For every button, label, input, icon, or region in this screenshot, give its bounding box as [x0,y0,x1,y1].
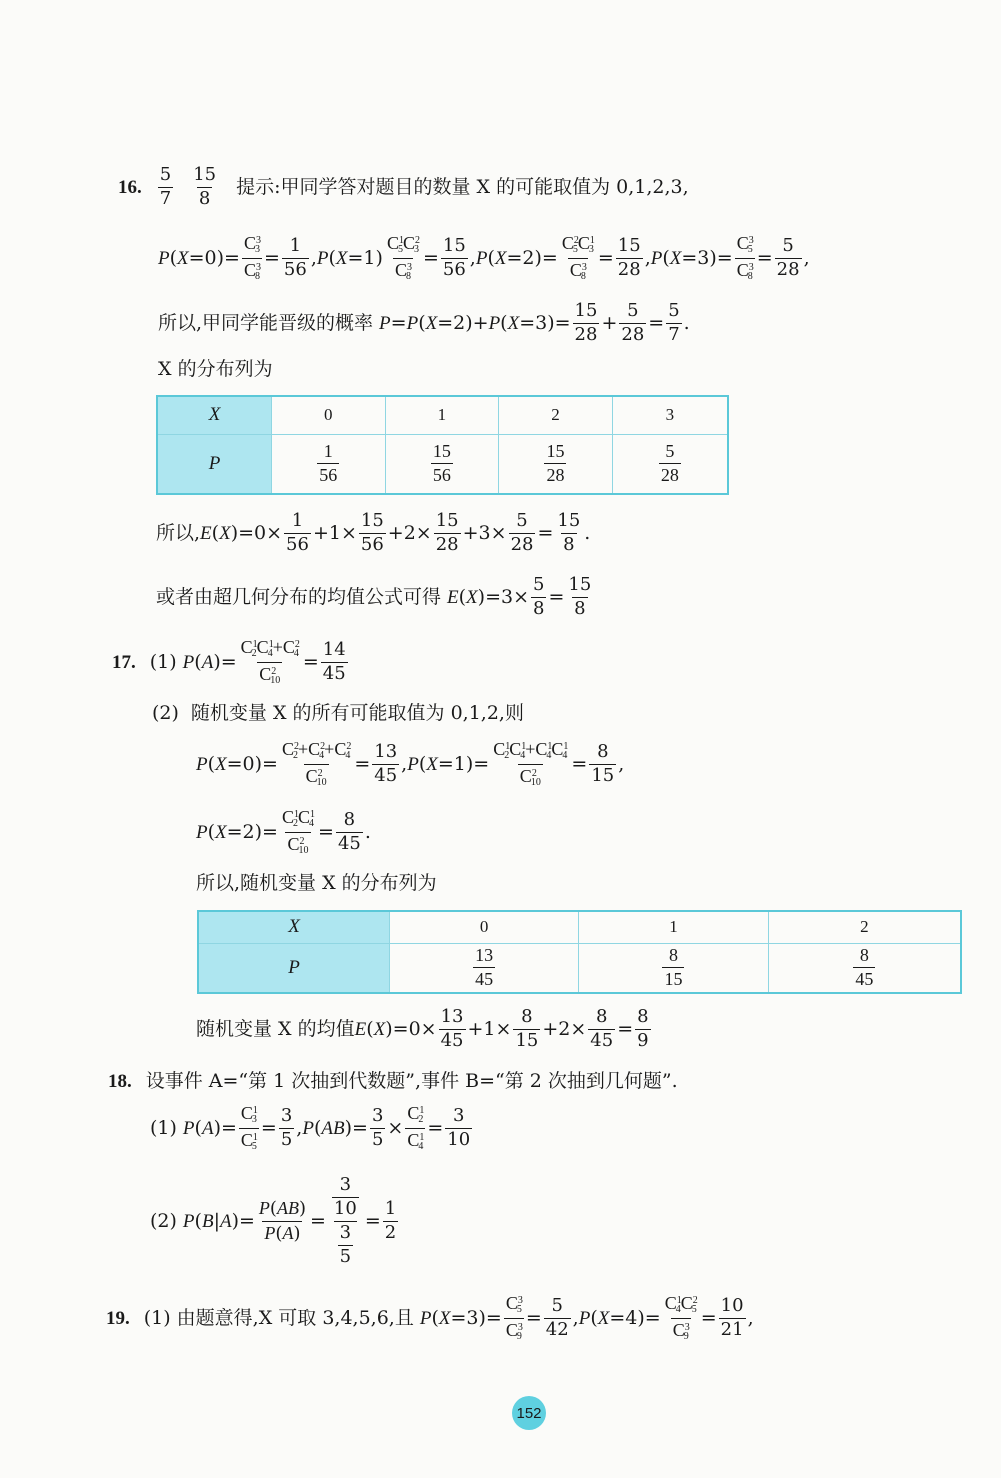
table-cell: 1 [579,911,768,943]
table-header-x: X [198,911,390,943]
hint-text: 提示:甲同学答对题目的数量 X 的可能取值为 0,1,2,3, [236,175,689,198]
q17-dist-intro: 所以,随机变量 X 的分布列为 [196,872,437,894]
table-cell: $\frac{15}{56}$ [385,434,499,494]
q17-distribution-table [197,910,962,994]
table-cell: 2 [499,396,613,434]
q16-expectation: 所以, E ( X )=0× $\frac{1}{56}$ +1× $\frac{15}{56}$ +2× $\frac{15}{28}$ +3× $\frac{5}{28}$ = $\frac{15}{8}$ . [156,510,591,555]
q16-dist-intro: X 的分布列为 [158,358,273,380]
table-cell: $\frac{1}{56}$ [272,434,386,494]
q16-answer-line [118,166,689,209]
table-cell: $\frac{13}{45}$ [390,943,579,993]
q16-advance-probability: 所以,甲同学能晋级的概率 P = P ( X =2)+ P ( X =3)= $\frac{15}{28}$ + $\frac{5}{28}$ = $\frac{5}{7}$ . [158,300,690,345]
table-header-p: P [157,434,272,494]
table-header-x: X [157,396,272,434]
table-cell: 0 [272,396,386,434]
q18-part1: (1) P ( A )= $\frac{C^1_3}{C^1_5}$ = $\frac{3}{5}$ , P ( AB )= $\frac{3}{5}$ × $\frac{C^1_2}{C^1_4}$ = $\frac{3}{10}$ [150,1103,471,1152]
table-cell: $\frac{8}{15}$ [579,943,768,993]
table-cell: $\frac{8}{45}$ [768,943,961,993]
table-cell: 0 [390,911,579,943]
q16-alt-expectation: 或者由超几何分布的均值公式可得 E ( X )=3× $\frac{5}{8}$ = $\frac{15}{8}$ [156,574,592,619]
q17-part1: 17. (1) P ( A )= $\frac{C^1_2C^1_4+C^2_4}{C^2_{10}}$ = $\frac{14}{45}$ [112,637,346,686]
answer-fraction-2: $\frac{15}{8}$ [193,164,217,209]
table-cell: $\frac{5}{28}$ [612,434,728,494]
q16-probabilities: P ( X =0)= $\frac{C^3_3}{C^3_8}$ = $\frac{1}{56}$ , P ( X =1) $\frac{C^1_5C^2_3}{C^3_8}$ = $\frac{15}{56}$ , P ( X =2)= $\frac{C^2_5C^1_3}{C^3_8}$ = $\frac{15}{28}$ , P ( X =3)= $\frac{C^3_5}{C^3_8}$ = $\frac{5}{28}$ , [158,233,810,282]
q17-probabilities-1: P ( X =0)= $\frac{C^2_2+C^2_4+C^2_4}{C^2_{10}}$ = $\frac{13}{45}$ , P ( X =1)= $\frac{C^1_2C^1_4+C^1_4C^1_4}{C^2_{10}}$ = $\frac{8}{15}$ , [196,739,625,788]
q18-intro: 18. 设事件 A=“第 1 次抽到代数题”,事件 B=“第 2 次抽到几何题”. [108,1070,678,1092]
q19-part1: 19. (1) 由题意得,X 可取 3,4,5,6,且 P ( X =3)= $\frac{C^3_5}{C^3_9}$ = $\frac{5}{42}$ , P ( X =4)= $\frac{C^1_4C^2_5}{C^3_9}$ = $\frac{10}{21}$ , [106,1293,754,1342]
table-cell: $\frac{15}{28}$ [499,434,613,494]
q17-mean: 随机变量 X 的均值 E ( X )=0× $\frac{13}{45}$ +1× $\frac{8}{15}$ +2× $\frac{8}{45}$ = $\frac{8}{9}$ [196,1006,649,1051]
question-number: 16. [118,176,142,198]
q18-part2: (2) P ( B | A )= $\frac{P(AB)}{P(A)}$ = $\frac{\frac{3}{10}}{\frac{3}{5}}$ = $\frac{1}{2}$ [150,1174,397,1267]
q17-part2-intro: (2) 随机变量 X 的所有可能取值为 0,1,2,则 [152,702,524,724]
q17-probabilities-2: P ( X =2)= $\frac{C^1_2C^1_4}{C^2_{10}}$ = $\frac{8}{45}$ . [196,807,371,856]
table-cell: 1 [385,396,499,434]
q16-distribution-table [156,395,729,495]
table-cell: 3 [612,396,728,434]
table-cell: 2 [768,911,961,943]
answer-fraction-1: $\frac{5}{7}$ [159,164,172,209]
table-header-p: P [198,943,390,993]
page-number-badge: 152 [512,1396,546,1430]
